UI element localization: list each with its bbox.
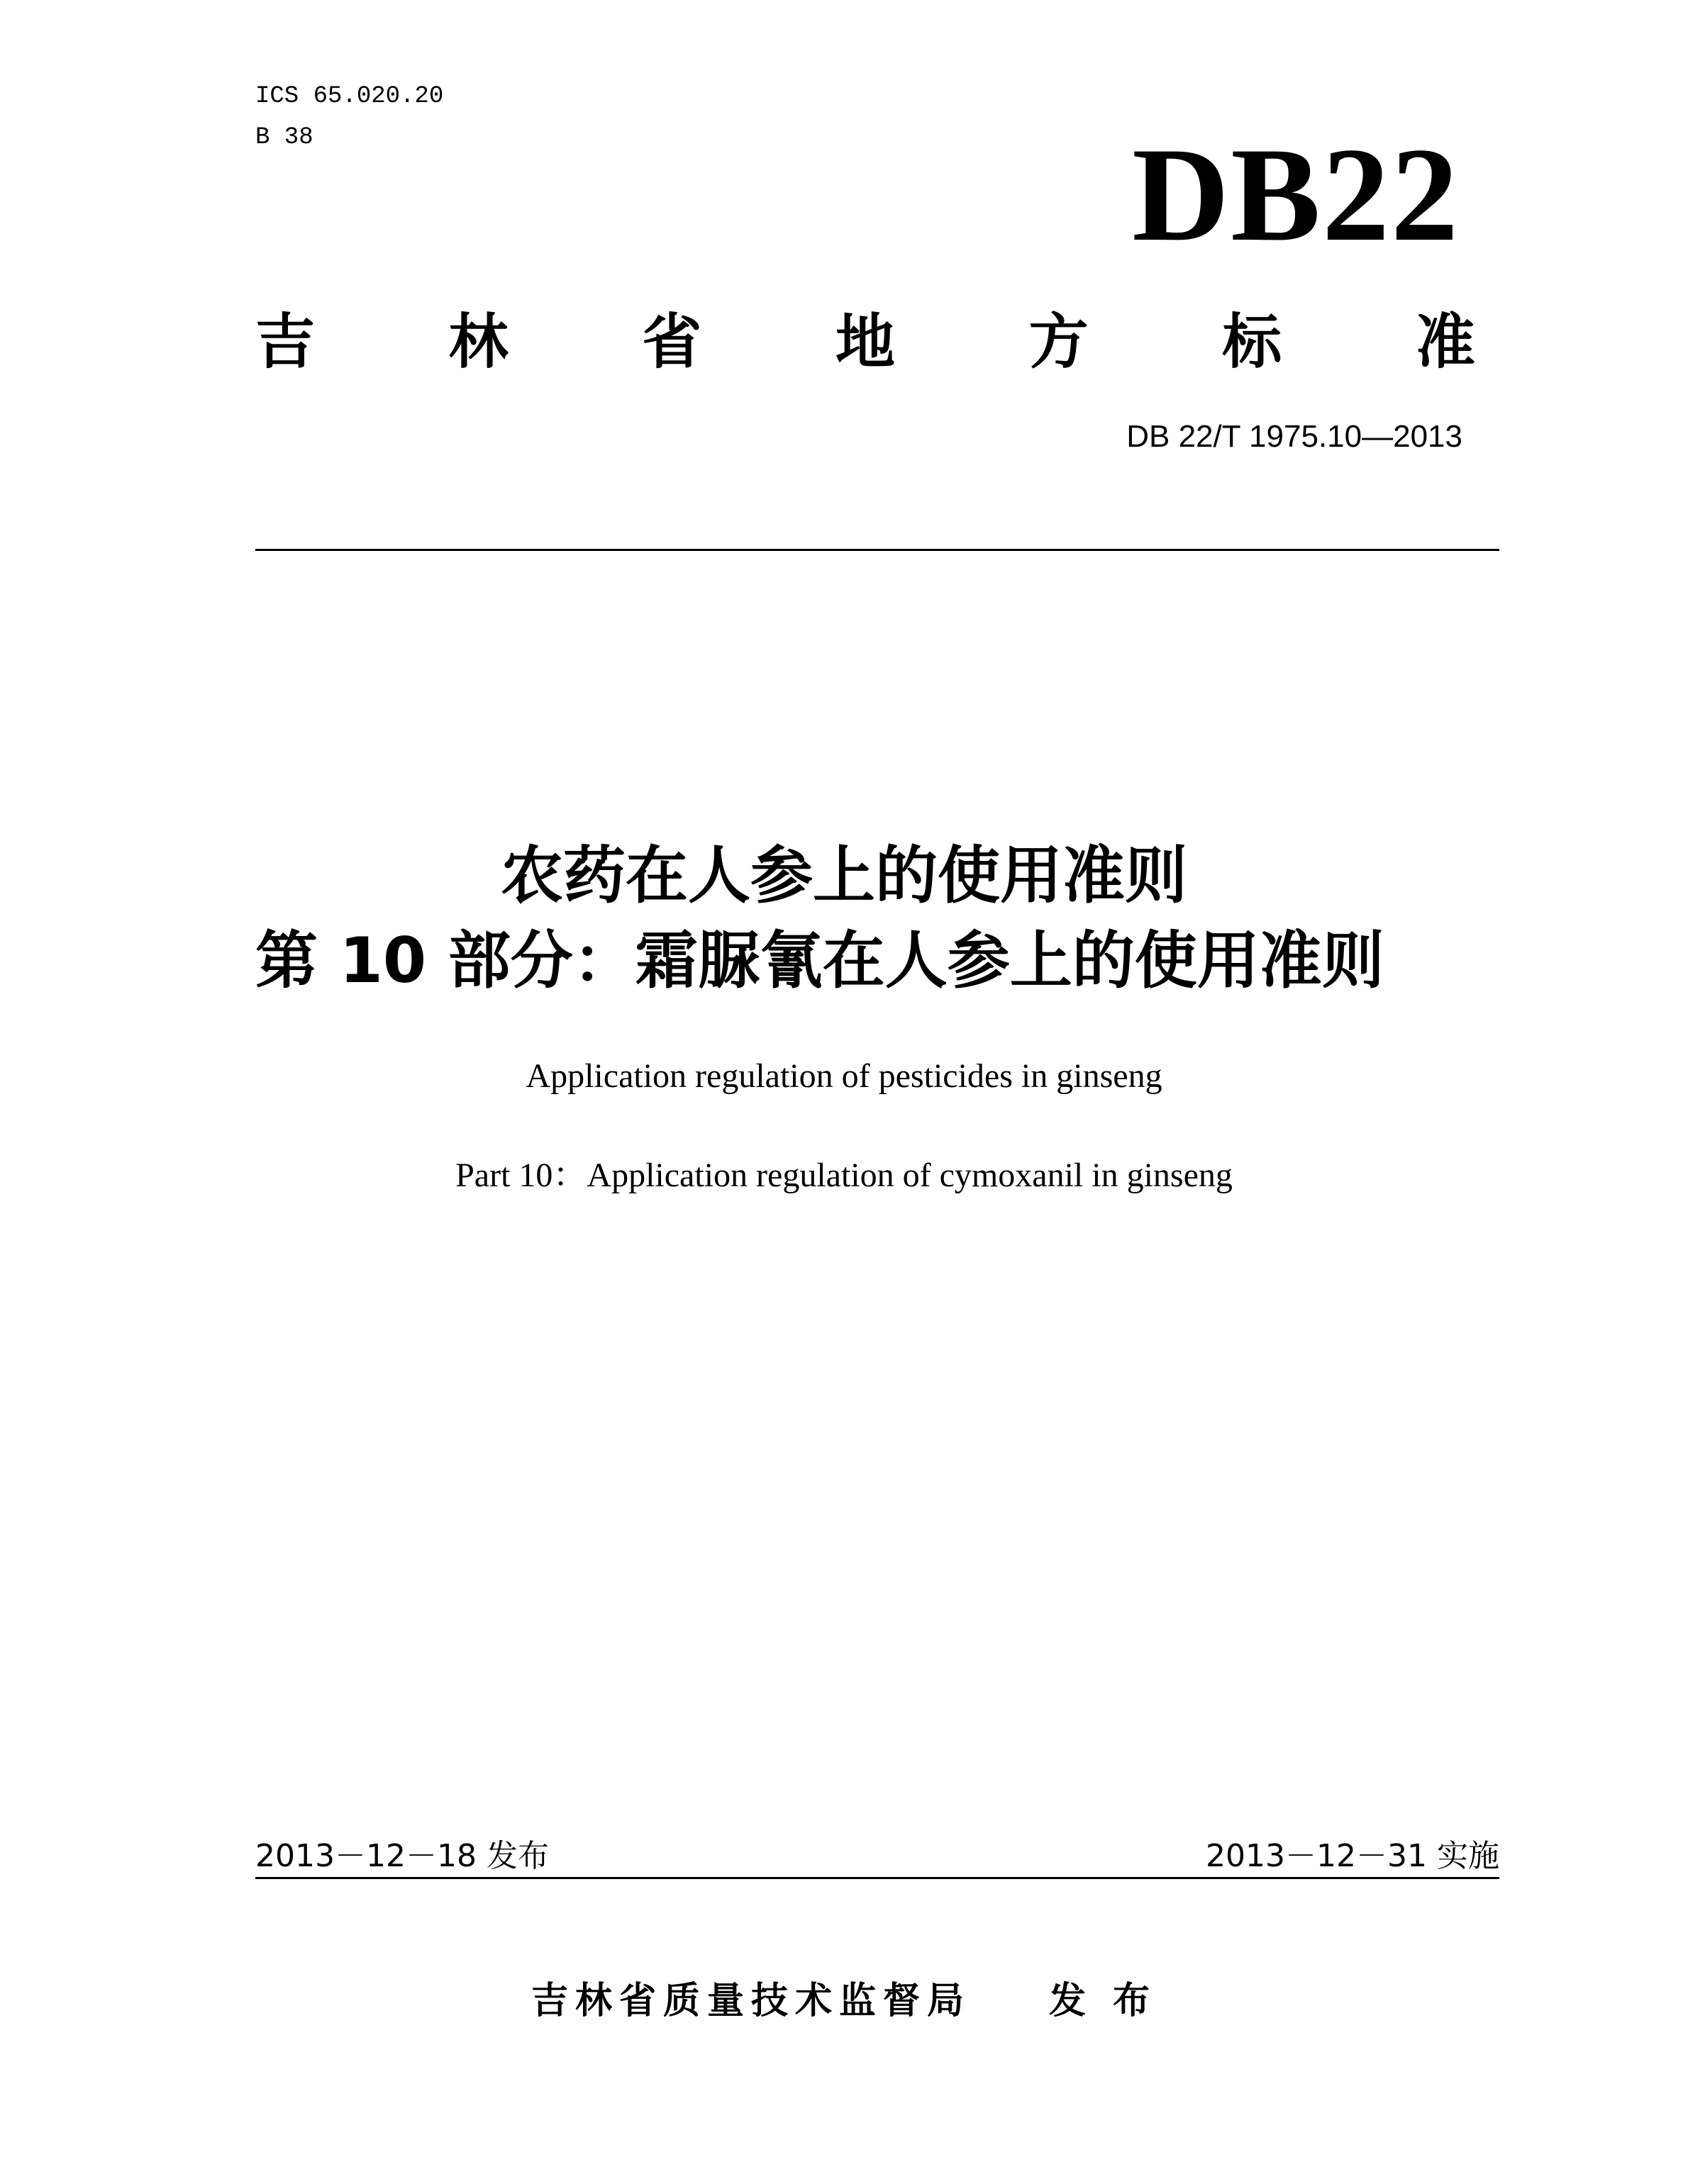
standard-type-char: 准 xyxy=(1415,306,1475,377)
title-chinese-part: 第 10 部分：霜脲氰在人参上的使用准则 xyxy=(255,924,1384,997)
standard-type-char: 省 xyxy=(642,306,702,377)
standard-type-title xyxy=(255,298,1475,376)
issuing-authority xyxy=(0,1978,1688,2024)
title-chinese-main: 农药在人参上的使用准则 xyxy=(500,839,1187,912)
db22-logo: DB22 xyxy=(1132,121,1460,269)
title-english-part: Part 10：Application regulation of cymoxanil in ginseng xyxy=(455,1157,1233,1194)
issue-date: 2013－12－18 发布 xyxy=(255,1838,549,1874)
issuer-action: 发 布 xyxy=(1048,1980,1157,2022)
implementation-date: 2013－12－31 实施 xyxy=(1206,1838,1499,1874)
header-divider xyxy=(255,549,1499,551)
footer-divider xyxy=(255,1877,1499,1879)
standard-type-char: 林 xyxy=(448,306,509,377)
ics-code: ICS 65.020.20 xyxy=(255,83,444,110)
standard-type-char: 地 xyxy=(835,306,895,377)
issuer-name: 吉林省质量技术监督局 xyxy=(531,1980,971,2022)
standard-number: DB 22/T 1975.10—2013 xyxy=(1126,419,1462,454)
standard-type-char: 标 xyxy=(1222,306,1282,377)
title-english-main: Application regulation of pesticides in ginseng xyxy=(526,1057,1162,1095)
standard-type-char: 方 xyxy=(1028,306,1089,377)
standard-type-char: 吉 xyxy=(255,306,316,377)
ccs-code: B 38 xyxy=(255,124,313,151)
